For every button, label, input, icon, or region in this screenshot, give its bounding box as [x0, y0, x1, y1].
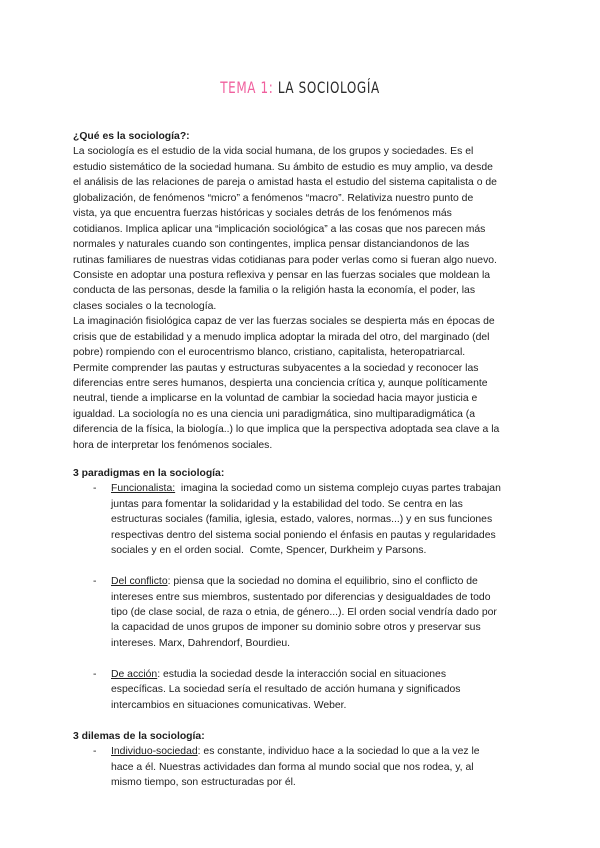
- list-item-term: Individuo-sociedad: [111, 746, 198, 758]
- paragraph-line: crisis que de estabilidad y a menudo implica adoptar la mirada del otro, del marginado (del: [73, 331, 490, 343]
- list-item-lead-line: [111, 744, 480, 759]
- paragraph-line: el análisis de las relaciones de pareja o amistad hasta el estudio del sistema capitalista o de: [73, 177, 497, 189]
- paragraph-line: normales y naturales cuando son contingentes, implica pensar distanciandonos de las: [73, 239, 470, 251]
- title-prefix: TEMA 1:: [220, 78, 274, 97]
- title-main: LA SOCIOLOGÍA: [277, 78, 380, 97]
- list-item-line: mismo tiempo, son estructuradas por él.: [111, 777, 296, 789]
- paragraph-line: globalización, de fenómenos “micro” a fenómenos “macro”. Relativiza nuestro punto de: [73, 192, 474, 204]
- list-item-lead-line: [111, 481, 501, 496]
- list-item-line: específicas. La sociedad sería el resultado de acción humana y significados: [111, 684, 461, 696]
- paragraph-line: conducta de las personas, desde la familia o la religión hasta la economía, el poder, las: [73, 285, 476, 297]
- list-item-line: intercambios en situaciones comunicativas. Weber.: [111, 699, 347, 711]
- list-item-term: De acción: [111, 668, 158, 680]
- paragraph-line: Consiste en adoptar una postura reflexiva y pensar en las fuerzas sociales que moldean la: [73, 269, 491, 281]
- paragraph-line: igualdad. La sociología no es una ciencia uni paradigmática, sino multiparadigmática (a: [73, 408, 476, 420]
- list-item-individuo-sociedad: [73, 744, 480, 790]
- list-item-term: Del conflicto: [111, 576, 168, 588]
- paragraph-line: Permite comprender las pautas y estructuras subyacentes a la sociedad y reconocer las: [73, 362, 479, 374]
- paragraph-line: La sociología es el estudio de la vida social humana, de los grupos y sociedades. Es el: [73, 146, 474, 158]
- paragraph-line: pobre) rompiendo con el eurocentrismo blanco, cristiano, capitalista, heteropatriarcal.: [73, 347, 466, 359]
- list-item-line: respectivas dentro del sistema social poniendo el énfasis en pautas y regularidades: [111, 529, 496, 541]
- section-dilemas: [73, 729, 480, 791]
- paragraph-line: rutinas familiares de nuestras vidas cotidianas para poder verlas como si fueran algo nuevo.: [73, 254, 497, 266]
- list-item-lead: : es constante, individuo hace a la sociedad lo que a la vez le: [197, 746, 480, 758]
- list-item-line: sociales y en el orden social. Comte, Spencer, Durkheim y Parsons.: [111, 545, 427, 557]
- section-paradigmas: [73, 466, 501, 713]
- section-heading: ¿Qué es la sociología?:: [73, 131, 190, 142]
- section-que-es: [73, 129, 499, 453]
- paragraph-line: diferencia de la física, la biología..) lo que implica que la perspectiva adoptada sea clave a la: [73, 424, 500, 436]
- bullet-marker: -: [93, 668, 97, 680]
- list-item-line: hace a él. Nuestras actividades dan forma al mundo social que nos rodea, y, al: [111, 761, 474, 773]
- paragraph-line: diferencias entre seres humanos, despierta una conciencia crítica y, aunque políticamente: [73, 378, 488, 389]
- paragraph-line: clases sociales o la tecnología.: [73, 300, 217, 312]
- list-item-funcionalista: [73, 481, 501, 558]
- paragraph-line: hora de interpretar los fenómenos sociales.: [73, 439, 273, 451]
- list-item-lead: : piensa que la sociedad no domina el equilibrio, sino el conflicto de: [167, 576, 478, 588]
- paragraph-line: vista, ya que encuentra fuerzas históricas y sociales detrás de los fenómenos más: [73, 208, 452, 220]
- paragraph-line: La imaginación fisiológica capaz de ver las fuerzas sociales se despierta más en épocas de: [73, 316, 495, 328]
- list-item-lead: : estudia la sociedad desde la interacción social en situaciones: [157, 668, 447, 680]
- paragraph-line: estudio sistemático de la sociedad humana. Su ámbito de estudio es muy amplio, va desde: [73, 161, 493, 173]
- paragraph-line: cotidianos. Implica aplicar una “implicación sociológica” a las cosas que nos parecen más: [73, 223, 486, 235]
- list-item-line: estructuras sociales (familia, iglesia, estado, valores, normas...) y en sus funciones: [111, 514, 493, 526]
- list-item-term: Funcionalista:: [111, 483, 176, 495]
- bullet-marker: -: [93, 746, 97, 758]
- list-item-de-accion: [73, 667, 501, 713]
- list-item-lead: imagina la sociedad como un sistema complejo cuyas partes trabajan: [175, 483, 501, 495]
- paragraph-line: neutral, tiende a implicarse en la voluntad de cambiar la sociedad hacia mayor justicia e: [73, 393, 478, 405]
- page-title: [0, 78, 600, 97]
- section-heading: 3 dilemas de la sociología:: [73, 731, 205, 742]
- list-item-line: intereses entre sus miembros, sustentado por diferencias y desigualdades de todo: [111, 591, 491, 603]
- list-item-line: juntas para fomentar la solidaridad y la estabilidad del todo. Se centra en las: [111, 498, 463, 510]
- list-item-line: la capacidad de unos grupos de imponer su dominio sobre otros y preservar sus: [111, 622, 481, 634]
- bullet-marker: -: [93, 483, 97, 495]
- list-item-line: intereses. Marx, Dahrendorf, Bourdieu.: [111, 637, 291, 649]
- list-item-del-conflicto: [73, 574, 501, 651]
- list-item-lead-line: [111, 667, 501, 682]
- section-heading: 3 paradigmas en la sociología:: [73, 468, 225, 479]
- list-item-line: tipo (de clase social, de raza o etnia, de género...). El orden social vendría dado por: [111, 606, 497, 618]
- bullet-marker: -: [93, 576, 97, 588]
- list-item-lead-line: [111, 574, 501, 589]
